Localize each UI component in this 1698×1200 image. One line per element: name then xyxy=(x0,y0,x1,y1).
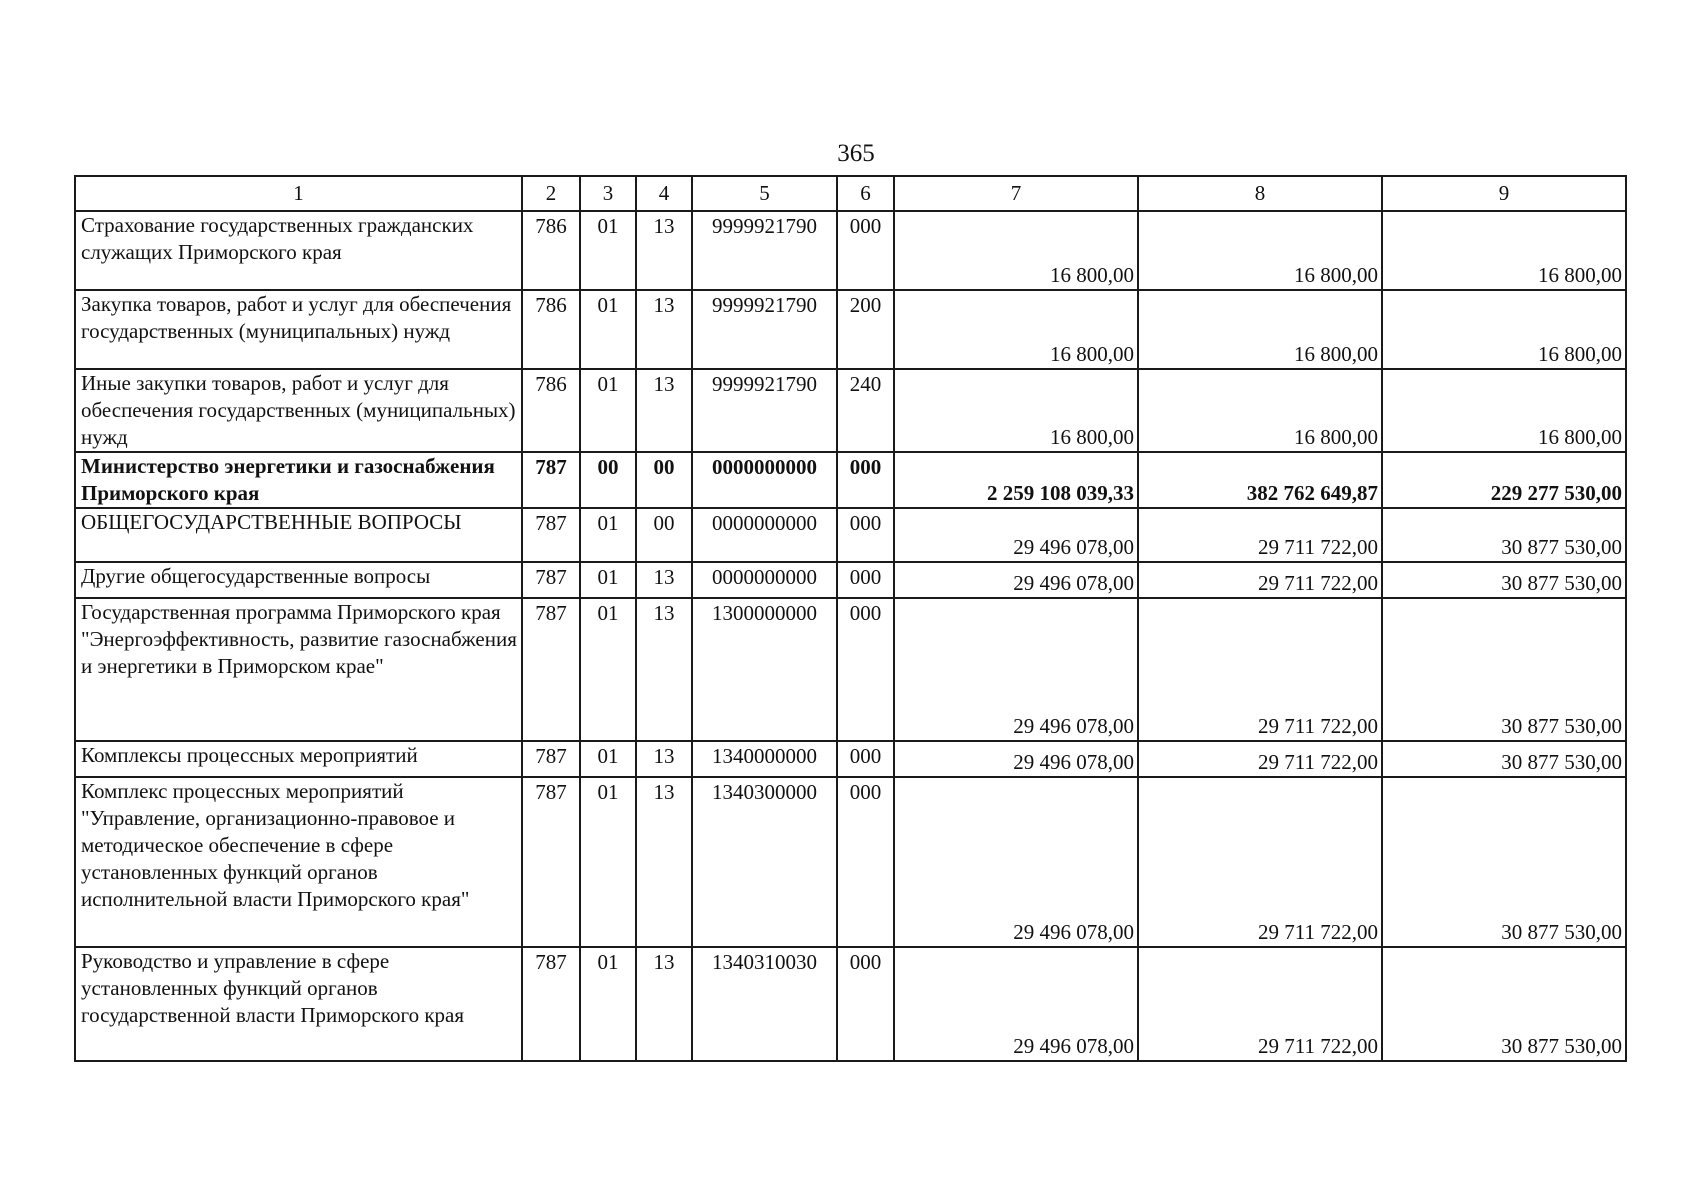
row-code-3: 01 xyxy=(580,290,636,369)
row-code-5: 1340000000 xyxy=(692,741,837,777)
row-code-4: 13 xyxy=(636,369,692,452)
table-body xyxy=(75,211,1626,1061)
table-row xyxy=(75,369,1626,452)
row-code-2: 786 xyxy=(522,369,580,452)
row-amount-8: 16 800,00 xyxy=(1138,369,1382,452)
row-amount-8: 29 711 722,00 xyxy=(1138,947,1382,1061)
row-amount-9: 16 800,00 xyxy=(1382,290,1626,369)
row-amount-7: 29 496 078,00 xyxy=(894,777,1138,947)
row-amount-7: 16 800,00 xyxy=(894,290,1138,369)
row-code-5: 9999921790 xyxy=(692,211,837,290)
row-amount-7: 29 496 078,00 xyxy=(894,508,1138,562)
row-code-6: 200 xyxy=(837,290,894,369)
row-name: Иные закупки товаров, работ и услуг для обеспечения государственных (муниципальных) нужд xyxy=(75,369,522,452)
row-code-2: 787 xyxy=(522,452,580,508)
row-code-5: 0000000000 xyxy=(692,508,837,562)
row-amount-7: 29 496 078,00 xyxy=(894,562,1138,598)
row-code-6: 240 xyxy=(837,369,894,452)
row-amount-8: 29 711 722,00 xyxy=(1138,508,1382,562)
column-header-3: 3 xyxy=(580,176,636,211)
row-code-6: 000 xyxy=(837,947,894,1061)
row-code-4: 13 xyxy=(636,741,692,777)
row-amount-7: 29 496 078,00 xyxy=(894,947,1138,1061)
row-code-2: 787 xyxy=(522,777,580,947)
row-code-2: 786 xyxy=(522,211,580,290)
table-header-row xyxy=(75,176,1626,211)
row-code-4: 13 xyxy=(636,777,692,947)
table-row xyxy=(75,211,1626,290)
page-number: 365 xyxy=(837,140,875,167)
row-amount-9: 16 800,00 xyxy=(1382,369,1626,452)
row-code-3: 01 xyxy=(580,508,636,562)
row-amount-9: 30 877 530,00 xyxy=(1382,777,1626,947)
row-code-6: 000 xyxy=(837,211,894,290)
row-amount-9: 30 877 530,00 xyxy=(1382,598,1626,741)
row-amount-7: 29 496 078,00 xyxy=(894,598,1138,741)
row-code-4: 13 xyxy=(636,562,692,598)
table-row xyxy=(75,452,1626,508)
row-code-3: 01 xyxy=(580,211,636,290)
row-code-3: 01 xyxy=(580,741,636,777)
row-code-2: 787 xyxy=(522,562,580,598)
row-amount-8: 16 800,00 xyxy=(1138,211,1382,290)
row-amount-8: 29 711 722,00 xyxy=(1138,598,1382,741)
row-name: Другие общегосударственные вопросы xyxy=(75,562,522,598)
table-row xyxy=(75,508,1626,562)
row-amount-9: 229 277 530,00 xyxy=(1382,452,1626,508)
row-amount-9: 30 877 530,00 xyxy=(1382,562,1626,598)
row-code-4: 13 xyxy=(636,947,692,1061)
row-code-2: 787 xyxy=(522,598,580,741)
row-code-5: 9999921790 xyxy=(692,290,837,369)
row-amount-7: 29 496 078,00 xyxy=(894,741,1138,777)
row-code-2: 787 xyxy=(522,741,580,777)
row-amount-8: 382 762 649,87 xyxy=(1138,452,1382,508)
table-row xyxy=(75,947,1626,1061)
row-amount-9: 16 800,00 xyxy=(1382,211,1626,290)
table-row xyxy=(75,598,1626,741)
row-code-5: 1340300000 xyxy=(692,777,837,947)
row-name: Государственная программа Приморского края "Энергоэффективность, развитие газоснабжения и энергетики в Приморском крае" xyxy=(75,598,522,741)
row-code-5: 0000000000 xyxy=(692,452,837,508)
row-code-4: 13 xyxy=(636,211,692,290)
row-name: Руководство и управление в сфере установленных функций органов государственной власти Приморского края xyxy=(75,947,522,1061)
row-amount-9: 30 877 530,00 xyxy=(1382,741,1626,777)
row-amount-8: 29 711 722,00 xyxy=(1138,777,1382,947)
row-amount-9: 30 877 530,00 xyxy=(1382,508,1626,562)
row-code-6: 000 xyxy=(837,452,894,508)
row-name: Закупка товаров, работ и услуг для обеспечения государственных (муниципальных) нужд xyxy=(75,290,522,369)
row-code-2: 787 xyxy=(522,947,580,1061)
column-header-4: 4 xyxy=(636,176,692,211)
row-code-5: 1300000000 xyxy=(692,598,837,741)
row-code-3: 01 xyxy=(580,598,636,741)
row-code-5: 9999921790 xyxy=(692,369,837,452)
row-amount-7: 2 259 108 039,33 xyxy=(894,452,1138,508)
row-amount-7: 16 800,00 xyxy=(894,211,1138,290)
row-code-3: 01 xyxy=(580,369,636,452)
row-name: ОБЩЕГОСУДАРСТВЕННЫЕ ВОПРОСЫ xyxy=(75,508,522,562)
column-header-5: 5 xyxy=(692,176,837,211)
row-name: Комплексы процессных мероприятий xyxy=(75,741,522,777)
row-code-4: 13 xyxy=(636,290,692,369)
row-code-4: 13 xyxy=(636,598,692,741)
column-header-2: 2 xyxy=(522,176,580,211)
row-code-5: 1340310030 xyxy=(692,947,837,1061)
row-name: Комплекс процессных мероприятий "Управление, организационно-правовое и методическое обеспечение в сфере установленных функций органов исполнительной власти Приморского края" xyxy=(75,777,522,947)
table-row xyxy=(75,777,1626,947)
row-code-6: 000 xyxy=(837,562,894,598)
row-code-6: 000 xyxy=(837,777,894,947)
row-code-3: 00 xyxy=(580,452,636,508)
row-code-3: 01 xyxy=(580,947,636,1061)
column-header-9: 9 xyxy=(1382,176,1626,211)
row-name: Страхование государственных гражданских служащих Приморского края xyxy=(75,211,522,290)
row-amount-8: 29 711 722,00 xyxy=(1138,562,1382,598)
column-header-1: 1 xyxy=(75,176,522,211)
table-row xyxy=(75,741,1626,777)
row-code-3: 01 xyxy=(580,562,636,598)
row-code-6: 000 xyxy=(837,598,894,741)
table-row xyxy=(75,562,1626,598)
row-code-6: 000 xyxy=(837,741,894,777)
table-row xyxy=(75,290,1626,369)
row-amount-8: 16 800,00 xyxy=(1138,290,1382,369)
column-header-8: 8 xyxy=(1138,176,1382,211)
column-header-7: 7 xyxy=(894,176,1138,211)
row-code-5: 0000000000 xyxy=(692,562,837,598)
row-code-2: 786 xyxy=(522,290,580,369)
row-amount-8: 29 711 722,00 xyxy=(1138,741,1382,777)
row-amount-9: 30 877 530,00 xyxy=(1382,947,1626,1061)
row-code-6: 000 xyxy=(837,508,894,562)
column-header-6: 6 xyxy=(837,176,894,211)
row-amount-7: 16 800,00 xyxy=(894,369,1138,452)
row-name: Министерство энергетики и газоснабжения Приморского края xyxy=(75,452,522,508)
budget-table xyxy=(74,175,1627,1062)
row-code-4: 00 xyxy=(636,508,692,562)
row-code-2: 787 xyxy=(522,508,580,562)
row-code-3: 01 xyxy=(580,777,636,947)
row-code-4: 00 xyxy=(636,452,692,508)
